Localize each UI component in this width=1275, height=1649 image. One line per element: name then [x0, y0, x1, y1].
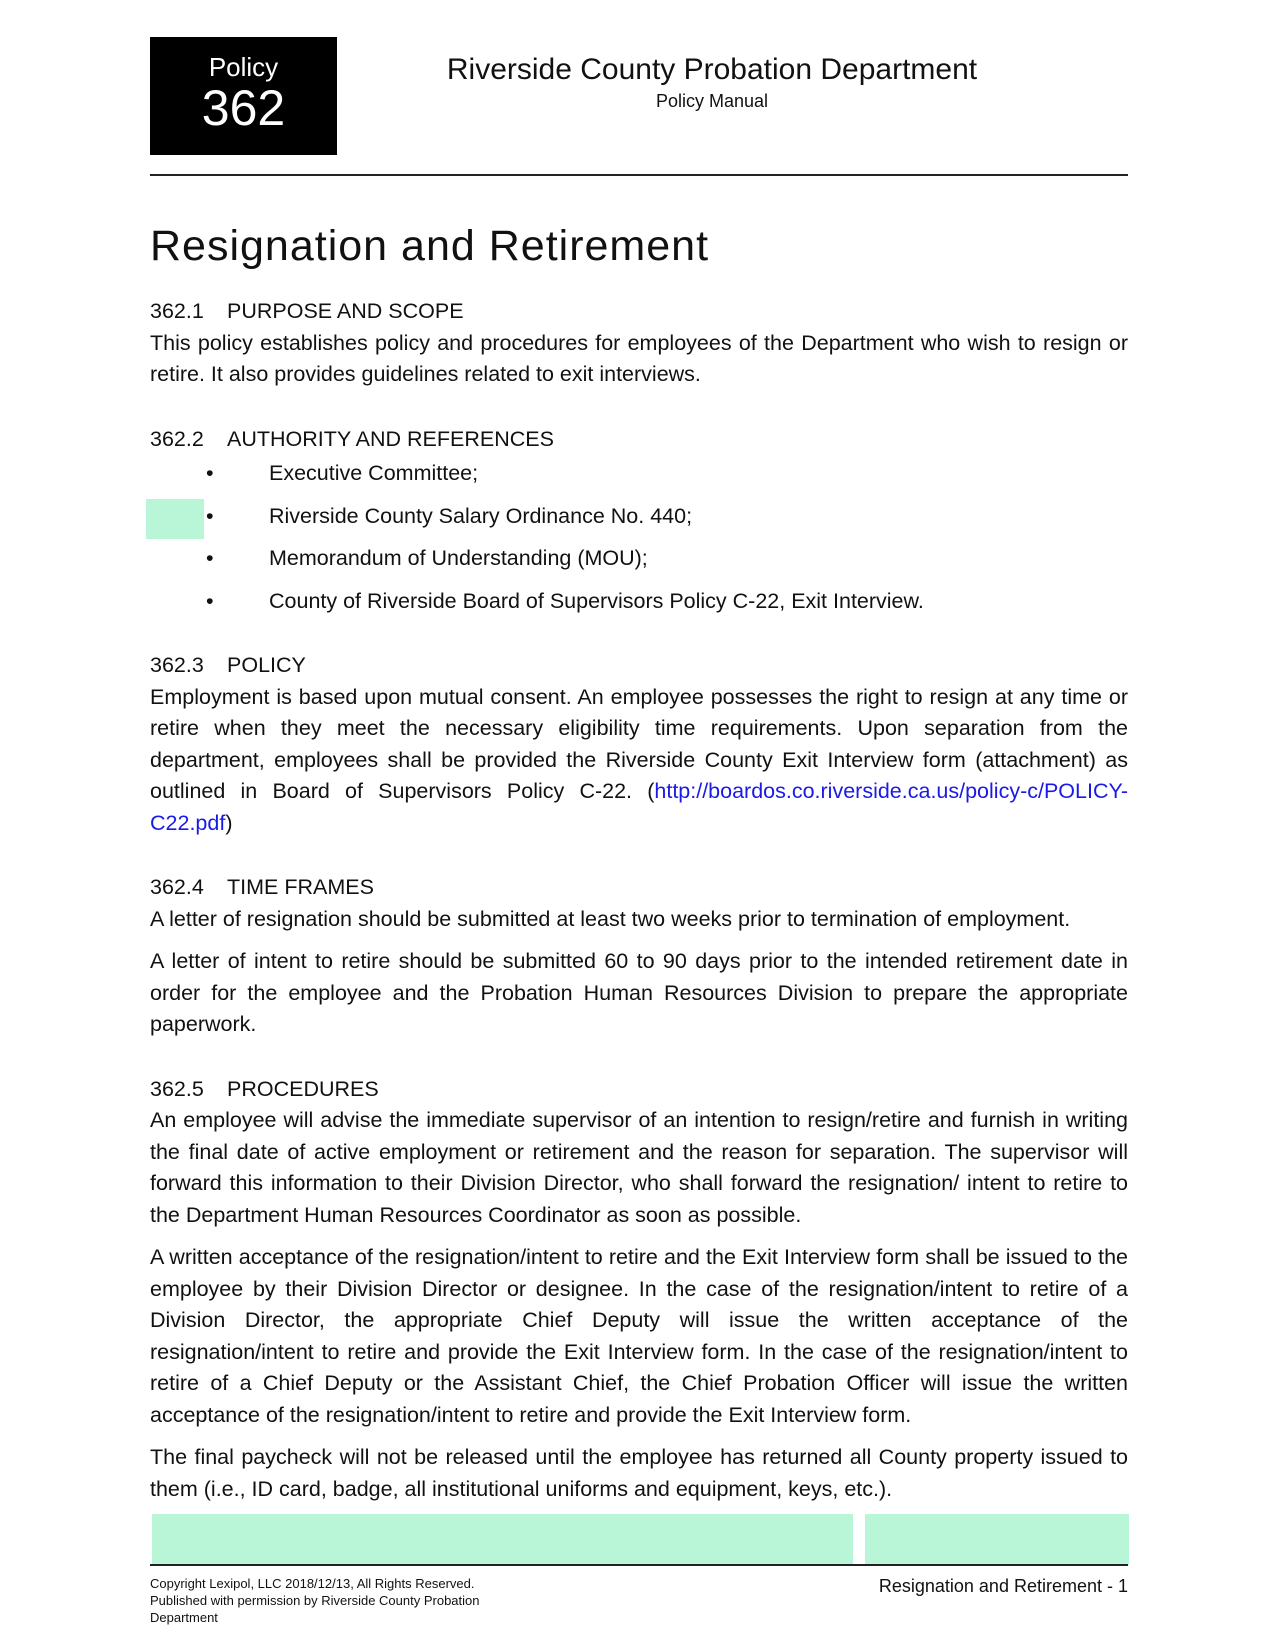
paragraph: A letter of resignation should be submitted at least two weeks prior to termination of employment. — [150, 906, 1071, 931]
section-title: TIME FRAMES — [227, 875, 374, 899]
section-purpose-scope — [150, 296, 1128, 391]
bullet-icon: • — [206, 461, 214, 485]
list-item — [150, 458, 1128, 490]
list-item — [150, 501, 1128, 533]
section-number: 362.2 — [150, 426, 204, 451]
list-item-text: County of Riverside Board of Supervisors Policy C-22, Exit Interview. — [269, 588, 924, 613]
section-policy — [150, 650, 1128, 839]
paragraph-text: Employment is based upon mutual consent. An employee possesses the right to resign at any time or retire when they meet the necessary eligibility time requirements. Upon separation from the department, employees shall be provided the Riverside County Exit Interview form (attachment) as outlined in Board of Supervisors Policy C-22. ( — [150, 684, 1128, 803]
reference-list — [150, 458, 1128, 617]
paragraph: An employee will advise the immediate supervisor of an intention to resign/retire and furnish in writing the final date of active employment or retirement and the reason for separation. The supervisor will forward this information to their Division Director, who shall forward the resignation/ intent to retire to the Department Human Resources Coordinator as soon as possible. — [150, 1108, 1128, 1227]
bullet-icon: • — [206, 588, 214, 613]
paragraph: The final paycheck will not be released until the employee has returned all County property issued to them (i.e., ID card, badge, all institutional uniforms and equipment, keys, etc.). — [150, 1445, 1128, 1501]
policy-body — [150, 296, 1128, 1505]
footer-copyright — [150, 1575, 550, 1626]
highlight-mark — [152, 1514, 853, 1565]
header-divider — [150, 174, 1128, 176]
section-title: PURPOSE AND SCOPE — [227, 299, 464, 323]
section-heading — [150, 1074, 1128, 1106]
page-footer-label: Resignation and Retirement - 1 — [878, 1576, 1128, 1596]
section-time-frames — [150, 872, 1128, 1041]
section-heading — [150, 872, 1128, 904]
copyright-line: Published with permission by Riverside County Probation — [150, 1593, 480, 1608]
page-title: Resignation and Retirement — [150, 222, 710, 270]
paragraph: A written acceptance of the resignation/intent to retire and the Exit Interview form shall be issued to the employee by their Division Director or designee. In the case of the resignation/intent to retire of a Division Director, the appropriate Chief Deputy will issue the written acceptance of the resignation/intent to retire and provide the Exit Interview form. In the case of the resignation/intent to retire of a Chief Deputy or the Assistant Chief, the Chief Probation Officer will issue the written acceptance of the resignation/intent to retire and provide the Exit Interview form. — [150, 1245, 1128, 1427]
list-item-text: Riverside County Salary Ordinance No. 440; — [269, 503, 693, 528]
policy-label: Policy — [208, 52, 279, 82]
bullet-icon: • — [206, 546, 214, 570]
copyright-line: Department — [150, 1610, 218, 1625]
section-number: 362.3 — [150, 653, 204, 677]
paragraph: This policy establishes policy and procedures for employees of the Department who wish to resign or retire. It also provides guidelines related to exit interviews. — [150, 330, 1128, 386]
list-item — [150, 586, 1128, 618]
section-heading — [150, 424, 1128, 456]
bullet-icon: • — [206, 503, 214, 528]
policy-number: 362 — [201, 80, 286, 136]
list-item — [150, 543, 1128, 575]
organization-name: Riverside County Probation Department — [446, 53, 978, 86]
section-authority-references — [150, 424, 1128, 618]
section-number: 362.1 — [150, 299, 204, 323]
policy-number-badge — [150, 37, 337, 155]
paragraph — [150, 682, 1128, 840]
list-item-text: Executive Committee; — [269, 461, 479, 485]
document-header — [337, 52, 1087, 112]
section-heading — [150, 296, 1128, 328]
section-number: 362.4 — [150, 875, 204, 899]
copyright-line: Copyright Lexipol, LLC 2018/12/13, All Rights Reserved. — [150, 1576, 475, 1591]
section-procedures — [150, 1074, 1128, 1506]
highlight-mark — [865, 1514, 1129, 1565]
footer-divider — [150, 1564, 1128, 1566]
paragraph: A letter of intent to retire should be submitted 60 to 90 days prior to the intended retirement date in order for the employee and the Probation Human Resources Division to prepare the appropriate paperwork. — [150, 949, 1128, 1036]
section-title: POLICY — [227, 653, 306, 677]
section-title: PROCEDURES — [227, 1076, 379, 1101]
section-title: AUTHORITY AND REFERENCES — [227, 426, 554, 451]
list-item-text: Memorandum of Understanding (MOU); — [269, 546, 648, 570]
section-heading — [150, 650, 1128, 682]
manual-name: Policy Manual — [655, 91, 769, 111]
policy-c22-link[interactable]: http://boardos.co.riverside.ca.us/policy-c/POLICY-C22.pdf — [150, 779, 1128, 835]
paragraph-text-end: ) — [225, 810, 233, 835]
section-number: 362.5 — [150, 1076, 204, 1101]
